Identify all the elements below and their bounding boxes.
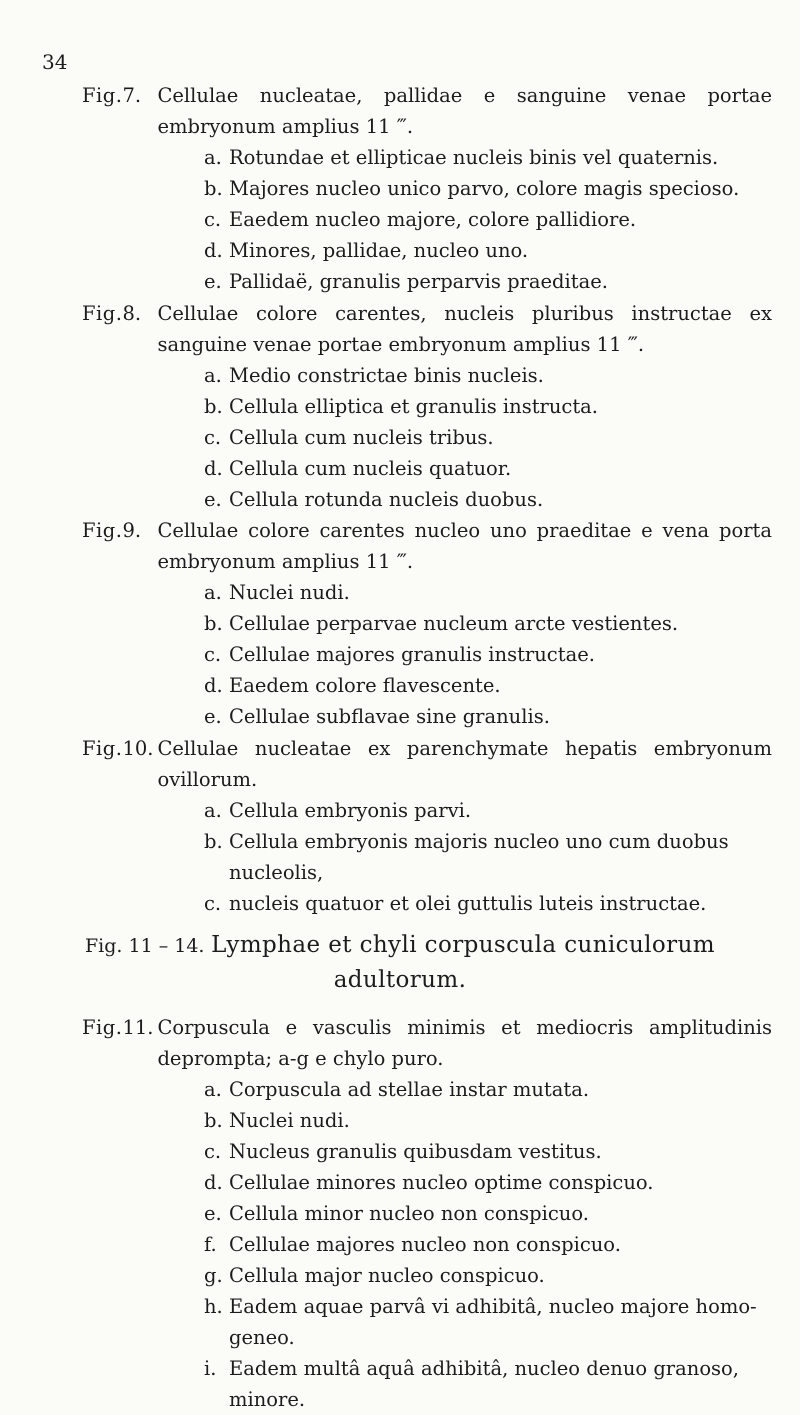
figure-items bbox=[204, 360, 772, 515]
list-item bbox=[204, 484, 772, 515]
item-continuation: nucleolis, bbox=[229, 861, 324, 884]
item-letter: e. bbox=[204, 1202, 222, 1225]
section-figure-range: Fig. 11 – 14. bbox=[84, 935, 205, 957]
list-item bbox=[204, 1229, 772, 1260]
figure-label: Fig. bbox=[82, 302, 123, 325]
item-letter: h. bbox=[204, 1295, 223, 1318]
item-letter: c. bbox=[204, 208, 222, 231]
section-title-line1: Lymphae et chyli corpuscula cuniculorum bbox=[211, 932, 715, 958]
list-item bbox=[204, 235, 772, 266]
item-text: Eaedem colore flavescente. bbox=[229, 674, 501, 697]
item-text: Nuclei nudi. bbox=[229, 581, 350, 604]
list-item bbox=[204, 142, 772, 173]
item-text: Cellulae perparvae nucleum arcte vestientes. bbox=[229, 612, 679, 635]
figure-label: Fig. bbox=[82, 84, 123, 107]
item-text: Nuclei nudi. bbox=[229, 1109, 350, 1132]
item-text: nucleis quatuor et olei guttulis luteis instructae. bbox=[229, 892, 707, 915]
item-text: Eadem multâ aquâ adhibitâ, nucleo denuo granoso, minore. bbox=[229, 1357, 739, 1411]
list-item bbox=[204, 1291, 772, 1322]
figure-9-entry bbox=[82, 515, 772, 732]
figure-8-entry bbox=[82, 298, 772, 515]
figure-7-entry bbox=[82, 80, 772, 297]
figure-number: 11. bbox=[122, 1016, 154, 1039]
item-text: Cellulae majores granulis instructae. bbox=[229, 643, 595, 666]
list-item bbox=[204, 1105, 772, 1136]
item-text: Corpuscula ad stellae instar mutata. bbox=[229, 1078, 590, 1101]
item-text: Cellulae minores nucleo optime conspicuo. bbox=[229, 1171, 654, 1194]
section-heading bbox=[0, 928, 800, 997]
item-letter: b. bbox=[204, 177, 223, 200]
item-text: Minores, pallidae, nucleo uno. bbox=[229, 239, 529, 262]
item-text: Pallidaë, granulis perparvis praeditae. bbox=[229, 270, 608, 293]
item-letter: c. bbox=[204, 1140, 222, 1163]
list-item bbox=[204, 888, 772, 919]
item-text: Eaedem nucleo majore, colore pallidiore. bbox=[229, 208, 637, 231]
item-letter: g. bbox=[204, 1264, 223, 1287]
list-item bbox=[204, 1136, 772, 1167]
figure-items bbox=[204, 577, 772, 732]
item-text: Cellula embryonis majoris nucleo uno cum duobus bbox=[229, 830, 729, 853]
page-number: 34 bbox=[42, 50, 68, 74]
item-letter: b. bbox=[204, 395, 223, 418]
list-item bbox=[204, 422, 772, 453]
item-letter: a. bbox=[204, 364, 222, 387]
figure-label: Fig. bbox=[82, 1016, 123, 1039]
list-item bbox=[204, 1167, 772, 1198]
list-item bbox=[204, 639, 772, 670]
item-letter: b. bbox=[204, 612, 223, 635]
list-item bbox=[204, 608, 772, 639]
item-letter: a. bbox=[204, 146, 222, 169]
item-text: Rotundae et ellipticae nucleis binis vel quaternis. bbox=[229, 146, 719, 169]
figure-number: 7. bbox=[122, 84, 142, 107]
figure-description: Cellulae colore carentes, nucleis pluribus instructae ex sanguine venae portae embryonum amplius 11 ‴. bbox=[157, 302, 772, 356]
list-item bbox=[204, 826, 772, 857]
item-continuation: geneo. bbox=[229, 1326, 295, 1349]
list-item bbox=[204, 204, 772, 235]
item-letter: e. bbox=[204, 705, 222, 728]
list-item bbox=[204, 795, 772, 826]
figure-items bbox=[204, 142, 772, 297]
figure-description: Cellulae colore carentes nucleo uno praeditae e vena porta embryonum amplius 11 ‴. bbox=[157, 519, 772, 573]
item-text: Cellula cum nucleis tribus. bbox=[229, 426, 494, 449]
item-text: Cellula major nucleo conspicuo. bbox=[229, 1264, 545, 1287]
figure-number: 8. bbox=[122, 302, 142, 325]
figure-10-entry bbox=[82, 733, 772, 919]
figure-number: 9. bbox=[122, 519, 142, 542]
item-text: Nucleus granulis quibusdam vestitus. bbox=[229, 1140, 602, 1163]
figure-description: Cellulae nucleatae ex parenchymate hepatis embryonum ovillorum. bbox=[157, 737, 772, 791]
figure-11-entry bbox=[82, 1012, 772, 1415]
item-text: Majores nucleo unico parvo, colore magis specioso. bbox=[229, 177, 740, 200]
item-text: Cellulae subflavae sine granulis. bbox=[229, 705, 550, 728]
section-title-line2: adultorum. bbox=[333, 967, 467, 993]
list-item bbox=[204, 670, 772, 701]
item-text: Cellula elliptica et granulis instructa. bbox=[229, 395, 599, 418]
item-letter: b. bbox=[204, 830, 223, 853]
list-item bbox=[204, 1198, 772, 1229]
item-letter: a. bbox=[204, 581, 222, 604]
item-text: Cellula rotunda nucleis duobus. bbox=[229, 488, 544, 511]
item-letter: a. bbox=[204, 799, 222, 822]
figure-label: Fig. bbox=[82, 737, 123, 760]
item-text: Eadem aquae parvâ vi adhibitâ, nucleo majore homo- bbox=[229, 1295, 757, 1318]
figure-description: Cellulae nucleatae, pallidae e sanguine venae portae embryonum amplius 11 ‴. bbox=[157, 84, 772, 138]
list-item bbox=[204, 266, 772, 297]
item-text: Medio constrictae binis nucleis. bbox=[229, 364, 544, 387]
list-item bbox=[204, 173, 772, 204]
item-letter: c. bbox=[204, 426, 222, 449]
item-text: Cellula embryonis parvi. bbox=[229, 799, 472, 822]
list-item bbox=[204, 577, 772, 608]
item-letter: a. bbox=[204, 1078, 222, 1101]
figure-items bbox=[204, 1074, 772, 1415]
item-letter: c. bbox=[204, 892, 222, 915]
item-text: Cellulae majores nucleo non conspicuo. bbox=[229, 1233, 621, 1256]
item-text: Cellula cum nucleis quatuor. bbox=[229, 457, 512, 480]
list-item bbox=[204, 391, 772, 422]
item-letter: e. bbox=[204, 270, 222, 293]
list-item bbox=[204, 1074, 772, 1105]
figure-description: Corpuscula e vasculis minimis et mediocris amplitudinis deprompta; a-g e chylo puro. bbox=[157, 1016, 772, 1070]
list-item bbox=[204, 453, 772, 484]
item-letter: d. bbox=[204, 674, 223, 697]
figure-label: Fig. bbox=[82, 519, 123, 542]
item-letter: d. bbox=[204, 1171, 223, 1194]
figure-items bbox=[204, 795, 772, 919]
item-letter: i. bbox=[204, 1357, 217, 1380]
figure-number: 10. bbox=[122, 737, 154, 760]
item-letter: d. bbox=[204, 457, 223, 480]
item-letter: b. bbox=[204, 1109, 223, 1132]
item-letter: d. bbox=[204, 239, 223, 262]
item-letter: e. bbox=[204, 488, 222, 511]
list-item bbox=[204, 1353, 772, 1415]
item-text: Cellula minor nucleo non conspicuo. bbox=[229, 1202, 589, 1225]
list-item bbox=[204, 701, 772, 732]
list-item bbox=[204, 1260, 772, 1291]
item-letter: f. bbox=[204, 1233, 217, 1256]
list-item bbox=[204, 360, 772, 391]
item-letter: c. bbox=[204, 643, 222, 666]
